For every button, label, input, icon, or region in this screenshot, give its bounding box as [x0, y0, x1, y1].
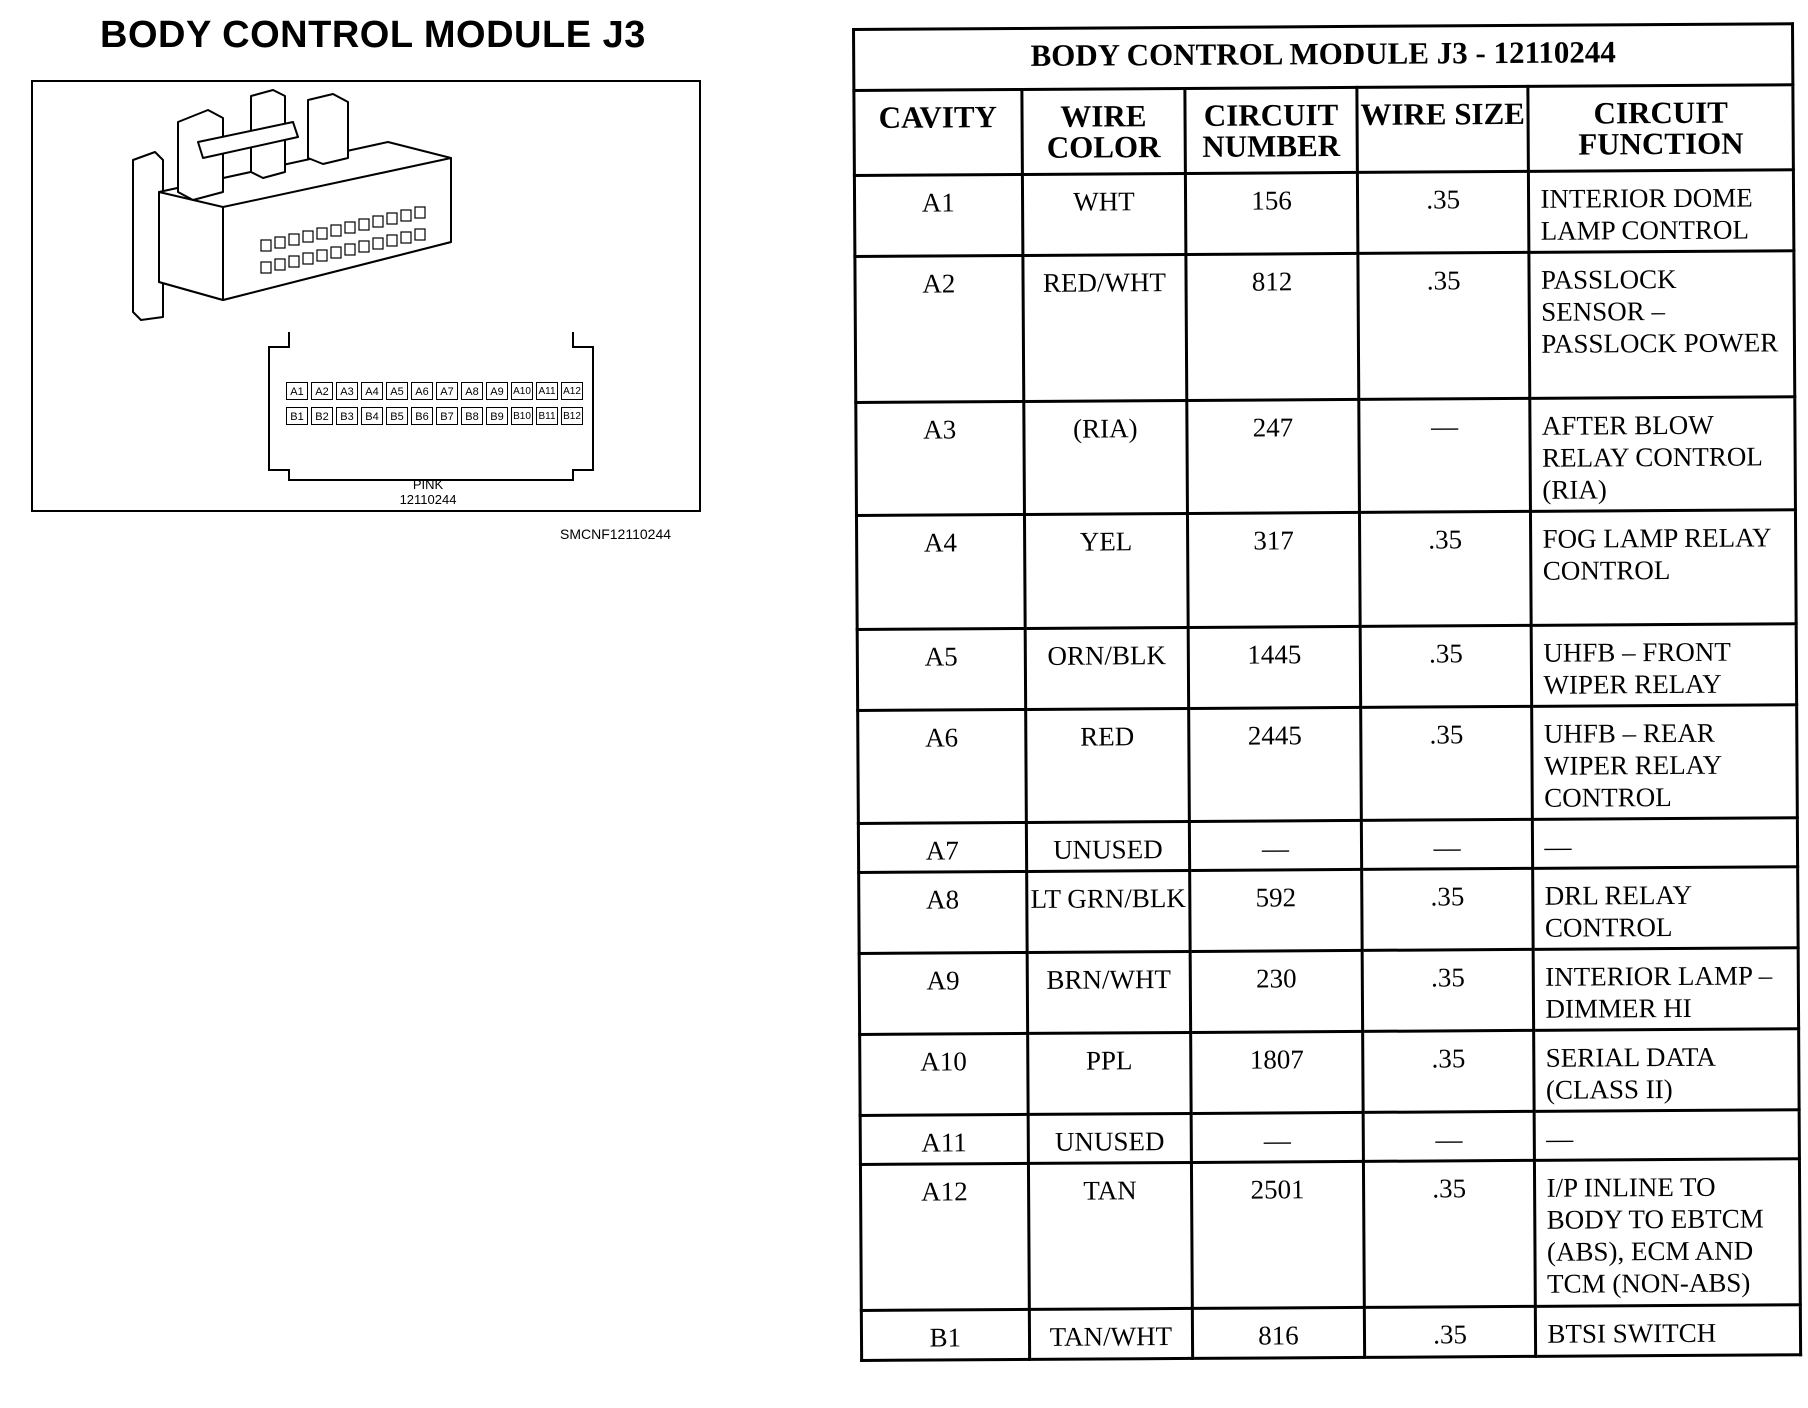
table-row [856, 510, 1796, 630]
pin-label: B7 [436, 407, 458, 425]
cell-cavity: A5 [857, 628, 1025, 710]
pin-label: B8 [461, 407, 483, 425]
cell-wire-size: — [1363, 1111, 1535, 1161]
cell-wire-color: RED/WHT [1022, 254, 1186, 401]
cell-circuit-function: FOG LAMP RELAY CONTROL [1531, 510, 1796, 626]
pin-label: B11 [536, 407, 558, 425]
pin-label: A9 [486, 382, 508, 400]
table-row [858, 818, 1797, 873]
cell-wire-size: .35 [1364, 1306, 1536, 1357]
cell-wire-size: .35 [1359, 511, 1531, 626]
table-title-row [854, 24, 1793, 91]
cell-wire-color: TAN/WHT [1029, 1308, 1193, 1359]
pin-label: B12 [561, 407, 583, 425]
header-circuit-number: CIRCUIT NUMBER [1185, 87, 1357, 173]
table-title: BODY CONTROL MODULE J3 - 12110244 [854, 24, 1793, 91]
cell-circuit-number: 2501 [1192, 1161, 1365, 1308]
table-row [854, 170, 1793, 257]
pin-label: B2 [311, 407, 333, 425]
pin-label: B4 [361, 407, 383, 425]
cell-cavity: A4 [856, 514, 1024, 629]
cell-circuit-number: 156 [1186, 172, 1358, 254]
cell-wire-color: BRN/WHT [1027, 951, 1191, 1033]
pin-label: A7 [436, 382, 458, 400]
pin-label: A10 [511, 382, 533, 400]
table-row [857, 624, 1796, 711]
cell-cavity: A6 [858, 709, 1026, 823]
connector-color: PINK [412, 477, 444, 492]
table-row [860, 1110, 1799, 1165]
cell-circuit-function: UHFB – REAR WIPER RELAY CONTROL [1532, 705, 1797, 820]
pin-label: A6 [411, 382, 433, 400]
cell-circuit-number: 816 [1192, 1307, 1364, 1358]
connector-caption [388, 477, 468, 507]
pin-label: B1 [286, 407, 308, 425]
cell-wire-size: .35 [1358, 252, 1531, 399]
table-header-row [854, 85, 1794, 176]
cell-cavity: A10 [860, 1033, 1028, 1115]
cell-circuit-function: — [1533, 818, 1798, 869]
pin-label: B10 [511, 407, 533, 425]
table-row [859, 867, 1798, 954]
cell-circuit-function: DRL RELAY CONTROL [1533, 867, 1798, 950]
cell-cavity: A2 [855, 255, 1023, 402]
cell-wire-color: UNUSED [1028, 1113, 1192, 1163]
connector-figure [31, 80, 701, 512]
cell-wire-size: .35 [1362, 1030, 1534, 1112]
cell-wire-size: .35 [1360, 625, 1532, 707]
cell-wire-color: UNUSED [1026, 821, 1190, 871]
cell-wire-color: RED [1025, 708, 1189, 822]
pin-label: B3 [336, 407, 358, 425]
header-circuit-function: CIRCUIT FUNCTION [1528, 85, 1793, 172]
cell-cavity: A8 [859, 871, 1027, 953]
header-cavity: CAVITY [854, 89, 1022, 175]
cell-circuit-number: 317 [1188, 512, 1360, 627]
table-row [855, 251, 1795, 403]
table-row [858, 705, 1798, 824]
cell-wire-size: .35 [1362, 949, 1534, 1031]
cell-circuit-function: SERIAL DATA (CLASS II) [1534, 1029, 1799, 1112]
cell-wire-size: .35 [1360, 706, 1532, 820]
cell-cavity: A12 [860, 1163, 1028, 1310]
cell-circuit-number: — [1191, 1112, 1363, 1162]
cell-wire-size: .35 [1357, 171, 1529, 253]
table-row [860, 1159, 1800, 1311]
cell-circuit-function: UHFB – FRONT WIPER RELAY [1532, 624, 1797, 707]
cell-circuit-function: BTSI SWITCH [1536, 1305, 1801, 1357]
cell-circuit-number: 1445 [1188, 626, 1360, 708]
cell-wire-size: .35 [1363, 1160, 1536, 1307]
pin-label: A11 [536, 382, 558, 400]
pin-label: B6 [411, 407, 433, 425]
cell-wire-color: TAN [1028, 1162, 1192, 1309]
cell-circuit-function: INTERIOR LAMP – DIMMER HI [1534, 948, 1799, 1031]
header-wire-size: WIRE SIZE [1357, 86, 1529, 172]
cell-circuit-number: 230 [1190, 950, 1362, 1032]
table-row [861, 1305, 1800, 1361]
cell-wire-size: .35 [1361, 868, 1533, 950]
cell-circuit-function: I/P INLINE TO BODY TO EBTCM (ABS), ECM AND TCM (NON-ABS) [1535, 1159, 1800, 1307]
cell-circuit-number: 247 [1187, 399, 1359, 513]
cell-cavity: A1 [854, 174, 1022, 256]
cell-circuit-function: — [1535, 1110, 1800, 1161]
cell-circuit-function: AFTER BLOW RELAY CONTROL (RIA) [1530, 397, 1795, 512]
cell-circuit-function: PASSLOCK SENSOR – PASSLOCK POWER [1529, 251, 1794, 399]
cell-circuit-number: 592 [1190, 869, 1362, 951]
table-row [860, 1029, 1799, 1116]
cell-circuit-number: 812 [1186, 253, 1359, 400]
connector-part-number: 12110244 [399, 492, 457, 507]
cell-wire-color: (RIA) [1023, 400, 1187, 514]
cell-wire-size: — [1359, 398, 1531, 512]
pin-label: A2 [311, 382, 333, 400]
cell-wire-size: — [1361, 819, 1533, 869]
cell-cavity: A3 [856, 401, 1024, 515]
connector-drawing [33, 82, 699, 510]
cell-cavity: A11 [860, 1114, 1028, 1164]
cell-circuit-number: — [1190, 820, 1362, 870]
table-row [859, 948, 1798, 1035]
cell-wire-color: YEL [1024, 513, 1188, 628]
cell-wire-color: PPL [1027, 1032, 1191, 1114]
cell-circuit-function: INTERIOR DOME LAMP CONTROL [1529, 170, 1794, 253]
header-wire-color: WIRE COLOR [1021, 88, 1185, 174]
cell-wire-color: ORN/BLK [1025, 627, 1189, 709]
cell-circuit-number: 1807 [1191, 1031, 1363, 1113]
pin-label: A8 [461, 382, 483, 400]
pin-label: A12 [561, 382, 583, 400]
cell-circuit-number: 2445 [1189, 707, 1361, 821]
cell-wire-color: LT GRN/BLK [1026, 870, 1190, 952]
pin-label: A4 [361, 382, 383, 400]
pin-label: A5 [386, 382, 408, 400]
pinout-table [852, 22, 1802, 1362]
figure-code: SMCNF12110244 [560, 526, 672, 542]
pin-label: A3 [336, 382, 358, 400]
cell-cavity: A9 [859, 952, 1027, 1034]
pin-label: B9 [486, 407, 508, 425]
figure-title: BODY CONTROL MODULE J3 [100, 14, 646, 56]
cell-cavity: A7 [858, 822, 1026, 872]
pin-label: B5 [386, 407, 408, 425]
cell-wire-color: WHT [1022, 173, 1186, 255]
cell-cavity: B1 [861, 1309, 1029, 1360]
table-row [856, 397, 1796, 516]
pin-label: A1 [286, 382, 308, 400]
